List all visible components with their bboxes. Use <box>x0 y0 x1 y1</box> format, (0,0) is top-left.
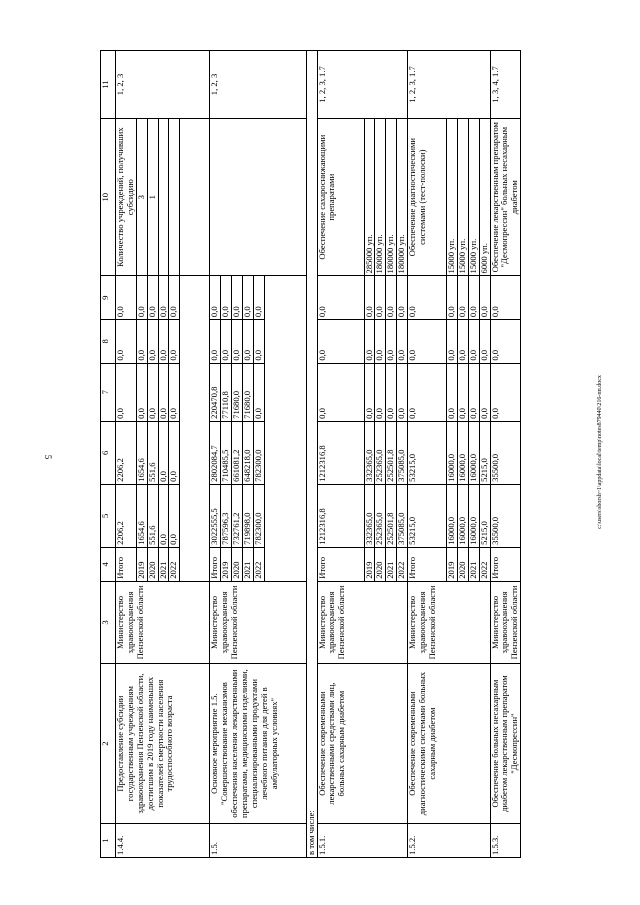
amount-cell: 16000,0 <box>457 484 468 547</box>
year-cell: Итого <box>210 547 221 581</box>
amount-cell: 0,0 <box>136 363 147 421</box>
amount-cell: 0,0 <box>116 363 137 421</box>
amount-cell: 5215,0 <box>479 421 490 484</box>
table-row <box>317 51 364 858</box>
amount-cell: 0,0 <box>447 363 458 421</box>
header-cell: 9 <box>101 276 116 320</box>
measure-name: Обеспечение современными лекарственными средствами лиц, больных сахарным диабетом <box>317 664 408 824</box>
year-cell: 2022 <box>397 547 408 581</box>
amount-cell: 0,0 <box>169 484 180 547</box>
indicator-value <box>169 118 180 276</box>
amount-cell: 0,0 <box>457 320 468 364</box>
amount-cell: 0,0 <box>210 276 221 320</box>
amount-cell: 0,0 <box>397 363 408 421</box>
year-cell: 2021 <box>242 547 253 581</box>
amount-cell: 0,0 <box>386 320 397 364</box>
amount-cell: 782300,0 <box>253 484 264 547</box>
amount-cell: 0,0 <box>364 276 375 320</box>
year-cell: 2019 <box>364 547 375 581</box>
indicator-title: Обеспечение сахароснижающими препаратами <box>317 118 364 276</box>
amount-cell: 0,0 <box>364 363 375 421</box>
amount-cell: 0,0 <box>397 320 408 364</box>
executor: Министерство здравоохранения Пензенской области <box>210 581 306 663</box>
amount-cell: 0,0 <box>136 320 147 364</box>
amount-cell: 0,0 <box>375 363 386 421</box>
amount-cell: 0,0 <box>468 276 479 320</box>
amount-cell: 16000,0 <box>468 484 479 547</box>
amount-cell: 35500,0 <box>490 484 521 547</box>
amount-cell: 0,0 <box>457 363 468 421</box>
row-number: 1.5.1. <box>317 824 408 858</box>
amount-cell: 0,0 <box>147 363 158 421</box>
amount-cell: 787596,3 <box>221 484 232 547</box>
amount-cell: 732761,2 <box>232 484 243 547</box>
amount-cell: 0,0 <box>253 363 264 421</box>
executor: Министерство здравоохранения Пензенской области <box>490 581 521 663</box>
amount-cell: 375085,0 <box>397 421 408 484</box>
year-cell: 2020 <box>232 547 243 581</box>
amount-cell: 0,0 <box>116 276 137 320</box>
amount-cell: 0,0 <box>490 276 521 320</box>
indicator-value: 1 <box>147 118 158 276</box>
amount-cell: 16000,0 <box>447 421 458 484</box>
year-cell: 2020 <box>375 547 386 581</box>
amount-cell: 2206,2 <box>116 421 137 484</box>
program-measures-table <box>100 50 521 858</box>
amount-cell: 16000,0 <box>447 484 458 547</box>
header-row <box>101 51 116 858</box>
amount-cell: 0,0 <box>253 320 264 364</box>
table-row <box>210 51 221 858</box>
amount-cell: 252501,8 <box>386 484 397 547</box>
amount-cell: 1212316,8 <box>317 421 364 484</box>
amount-cell: 0,0 <box>221 276 232 320</box>
header-cell: 5 <box>101 484 116 547</box>
year-cell: 2021 <box>386 547 397 581</box>
amount-cell: 710485,5 <box>221 421 232 484</box>
amount-cell: 0,0 <box>457 276 468 320</box>
amount-cell: 0,0 <box>158 363 169 421</box>
header-cell: 10 <box>101 118 116 276</box>
amount-cell: 3022555,5 <box>210 484 221 547</box>
amount-cell: 0,0 <box>408 320 447 364</box>
year-cell: Итого <box>317 547 364 581</box>
indicator-value: 180000 уп. <box>386 118 397 276</box>
header-cell: 4 <box>101 547 116 581</box>
row-number: 1.4.4. <box>116 824 210 858</box>
amount-cell: 0,0 <box>364 320 375 364</box>
table-row <box>408 51 447 858</box>
row-number: 1.5. <box>210 824 306 858</box>
amount-cell: 220470,8 <box>210 363 221 421</box>
amount-cell: 0,0 <box>317 363 364 421</box>
amount-cell: 0,0 <box>158 484 169 547</box>
ref-cell: 1, 2, 3 <box>116 51 210 119</box>
amount-cell: 0,0 <box>468 320 479 364</box>
amount-cell: 0,0 <box>479 320 490 364</box>
amount-cell: 332365,0 <box>364 484 375 547</box>
section-label: в том числе: <box>306 51 317 858</box>
amount-cell: 0,0 <box>317 320 364 364</box>
amount-cell: 551,6 <box>147 484 158 547</box>
table-row <box>116 51 137 858</box>
amount-cell: 1654,6 <box>136 421 147 484</box>
amount-cell: 0,0 <box>490 363 521 421</box>
ref-cell: 1, 3, 4, 1.7 <box>490 51 521 119</box>
indicator-value <box>180 118 210 276</box>
header-cell: 6 <box>101 421 116 484</box>
table-row <box>490 51 521 858</box>
amount-cell: 0,0 <box>386 276 397 320</box>
indicator-value: 15000 уп. <box>457 118 468 276</box>
amount-cell: 0,0 <box>408 363 447 421</box>
amount-cell: 0,0 <box>116 320 137 364</box>
amount-cell: 0,0 <box>232 276 243 320</box>
amount-cell: 0,0 <box>468 363 479 421</box>
indicator-value: 180000 уп. <box>397 118 408 276</box>
amount-cell: 252365,0 <box>375 421 386 484</box>
amount-cell: 16000,0 <box>457 421 468 484</box>
amount-cell: 0,0 <box>232 320 243 364</box>
measure-name: Основное мероприятие 1.5. "Совершенствование механизмов обеспечения населения лекарственными препаратами, медицинскими изделиями, специализированными продуктами лечебного питания для детей в амбулаторных условиях" <box>210 664 306 824</box>
ref-cell: 1, 2, 3, 1.7 <box>317 51 408 119</box>
amount-cell: 0,0 <box>210 320 221 364</box>
header-cell: 3 <box>101 581 116 663</box>
indicator-value <box>158 118 169 276</box>
amount-cell: 71680,0 <box>232 363 243 421</box>
amount-cell: 0,0 <box>397 276 408 320</box>
amount-cell: 0,0 <box>479 276 490 320</box>
year-cell: 2021 <box>468 547 479 581</box>
amount-cell: 0,0 <box>169 421 180 484</box>
year-cell: 2022 <box>253 547 264 581</box>
indicator-title: Обеспечение лекарственным препаратом "Десмопрессин" больных несахарным диабетом <box>490 118 521 276</box>
indicator-title: Обеспечение диагностическими системами (тест-полоски) <box>408 118 447 276</box>
amount-cell: 35500,0 <box>490 421 521 484</box>
year-cell: 2020 <box>147 547 158 581</box>
row-number: 1.5.3. <box>490 824 521 858</box>
amount-cell: 375085,0 <box>397 484 408 547</box>
page-number: 5 <box>43 454 53 460</box>
amount-cell: 0,0 <box>375 276 386 320</box>
amount-cell: 0,0 <box>490 320 521 364</box>
amount-cell: 0,0 <box>221 320 232 364</box>
year-cell: 2019 <box>221 547 232 581</box>
amount-cell: 53215,0 <box>408 484 447 547</box>
header-cell: 1 <box>101 824 116 858</box>
amount-cell: 53215,0 <box>408 421 447 484</box>
header-cell: 8 <box>101 320 116 364</box>
amount-cell: 0,0 <box>479 363 490 421</box>
amount-cell: 71680,0 <box>242 363 253 421</box>
header-cell: 2 <box>101 664 116 824</box>
amount-cell: 0,0 <box>386 363 397 421</box>
indicator-value: 180000 уп. <box>375 118 386 276</box>
indicator-value: 285000 уп. <box>364 118 375 276</box>
indicator-value: 3 <box>136 118 147 276</box>
amount-cell: 1212316,8 <box>317 484 364 547</box>
indicator-value: 15000 уп. <box>447 118 458 276</box>
header-cell: 11 <box>101 51 116 119</box>
amount-cell: 252365,0 <box>375 484 386 547</box>
amount-cell: 0,0 <box>408 276 447 320</box>
year-cell: Итого <box>116 547 137 581</box>
year-cell: Итого <box>408 547 447 581</box>
amount-cell: 0,0 <box>136 276 147 320</box>
amount-cell: 0,0 <box>242 320 253 364</box>
measure-name: Обеспечение современными диагностическими системами больных сахарным диабетом <box>408 664 491 824</box>
amount-cell: 1654,6 <box>136 484 147 547</box>
executor: Министерство здравоохранения Пензенской области <box>116 581 210 663</box>
year-cell: 2019 <box>136 547 147 581</box>
amount-cell: 77110,8 <box>221 363 232 421</box>
ref-cell: 1, 2, 3 <box>210 51 306 119</box>
amount-cell: 0,0 <box>147 276 158 320</box>
amount-cell: 648218,0 <box>242 421 253 484</box>
amount-cell: 0,0 <box>169 363 180 421</box>
amount-cell: 0,0 <box>447 276 458 320</box>
amount-cell: 0,0 <box>158 421 169 484</box>
executor: Министерство здравоохранения Пензенской области <box>408 581 491 663</box>
year-cell: Итого <box>490 547 521 581</box>
amount-cell: 551,6 <box>147 421 158 484</box>
indicator-value: 6000 уп. <box>479 118 490 276</box>
year-cell: 2022 <box>479 547 490 581</box>
header-cell: 7 <box>101 363 116 421</box>
year-cell: 2021 <box>158 547 169 581</box>
rotated-table-container <box>100 50 530 858</box>
amount-cell: 252501,8 <box>386 421 397 484</box>
year-cell: 2019 <box>447 547 458 581</box>
amount-cell: 0,0 <box>317 276 364 320</box>
amount-cell: 332365,0 <box>364 421 375 484</box>
amount-cell: 0,0 <box>375 320 386 364</box>
amount-cell: 0,0 <box>169 320 180 364</box>
amount-cell: 16000,0 <box>468 421 479 484</box>
year-cell: 2020 <box>457 547 468 581</box>
amount-cell: 661081,2 <box>232 421 243 484</box>
row-number: 1.5.2. <box>408 824 491 858</box>
amount-cell: 0,0 <box>147 320 158 364</box>
year-cell: 2022 <box>169 547 180 581</box>
executor: Министерство здравоохранения Пензенской области <box>317 581 408 663</box>
amount-cell: 719898,0 <box>242 484 253 547</box>
measure-name: Предоставление субсидии государственным учреждениям здравоохранения Пензенской области, достигшим в 2019 году наименьших показателей смертности населения трудоспособного возраста <box>116 664 210 824</box>
amount-cell: 782300,0 <box>253 421 264 484</box>
amount-cell: 0,0 <box>242 276 253 320</box>
amount-cell: 2802084,7 <box>210 421 221 484</box>
section-row <box>306 51 317 858</box>
indicator-title: Количество учреждений, получивших субсидию <box>116 118 137 276</box>
amount-cell: 0,0 <box>253 276 264 320</box>
amount-cell: 0,0 <box>158 276 169 320</box>
amount-cell: 2206,2 <box>116 484 137 547</box>
amount-cell: 0,0 <box>158 320 169 364</box>
indicator-value: 15000 уп. <box>468 118 479 276</box>
measure-name: Обеспечение больных несахарным диабетом лекарственным препаратом "Десмопрессин" <box>490 664 521 824</box>
amount-cell: 5215,0 <box>479 484 490 547</box>
amount-cell: 0,0 <box>169 276 180 320</box>
amount-cell: 0,0 <box>447 320 458 364</box>
ref-cell: 1, 2, 3, 1.7 <box>408 51 491 119</box>
